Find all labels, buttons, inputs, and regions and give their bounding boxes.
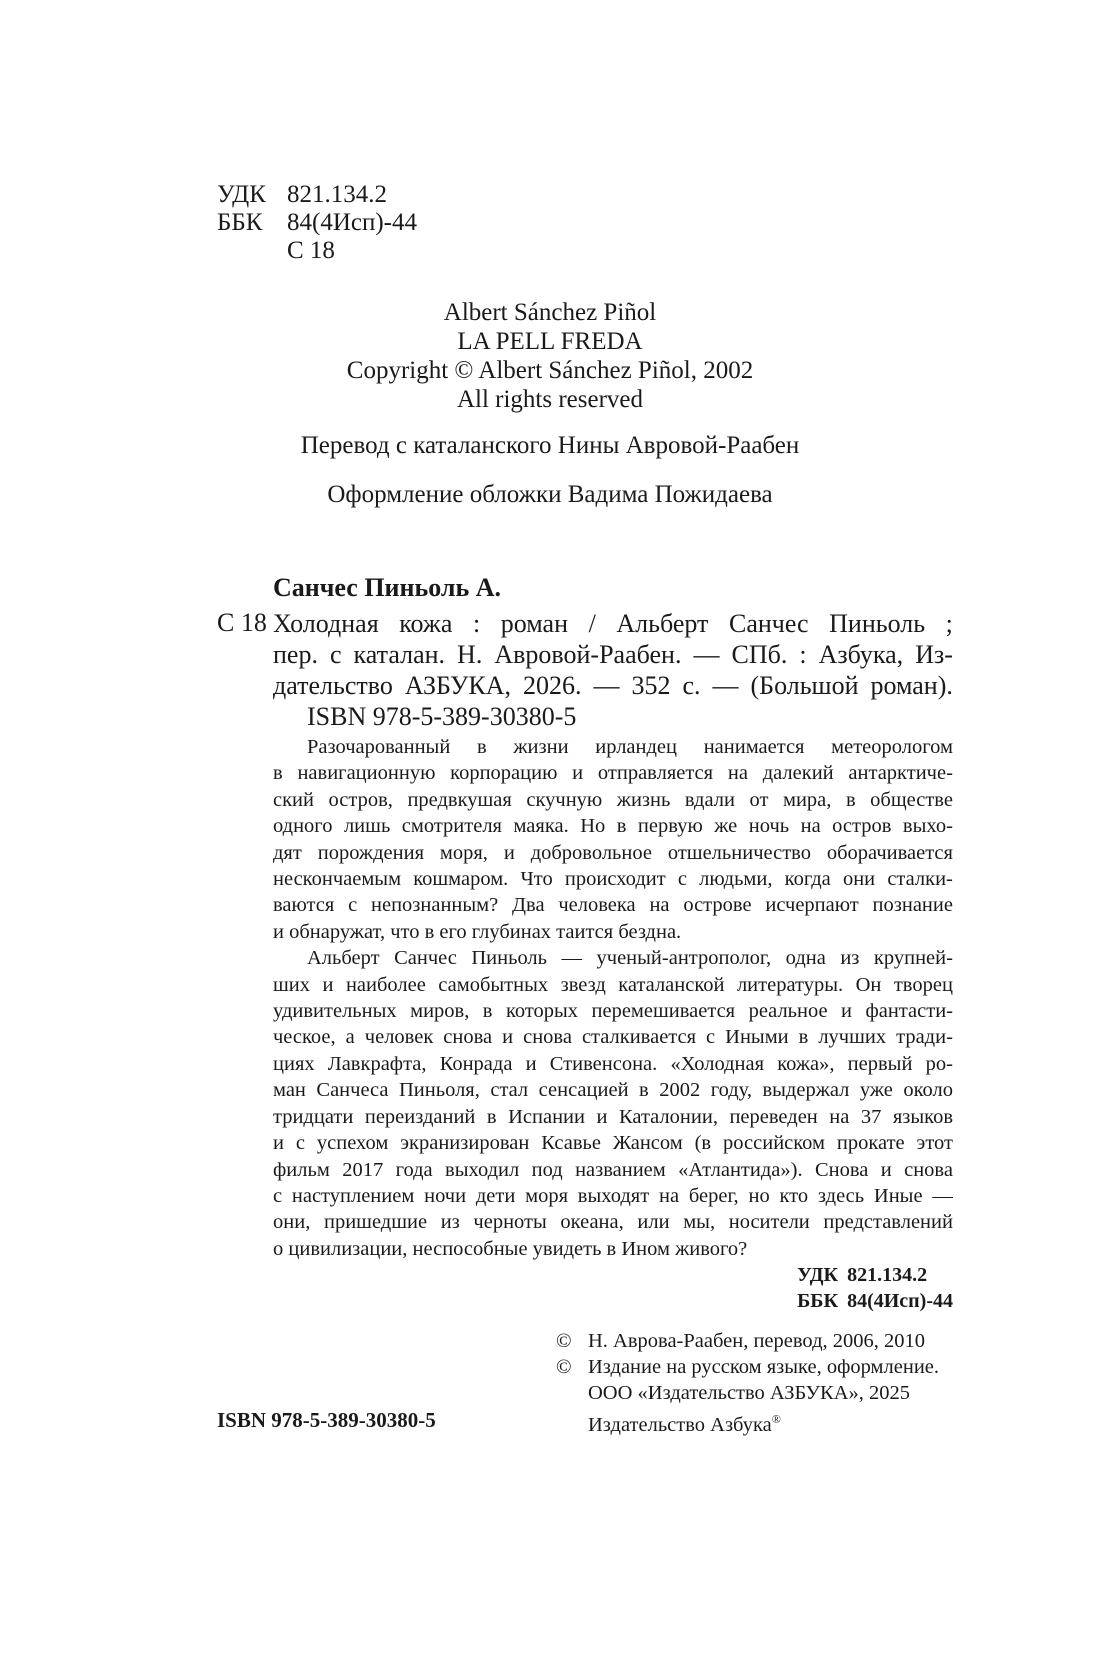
word: (в xyxy=(694,1132,712,1155)
word: удивительных xyxy=(273,1000,397,1023)
word: снова xyxy=(904,1158,953,1181)
word: берег, xyxy=(688,1184,739,1207)
word: на xyxy=(727,762,748,785)
word: метеорологом xyxy=(831,736,953,758)
word: АЗБУКА, xyxy=(404,671,512,700)
word: Стивенсона. xyxy=(549,1052,658,1075)
word: — xyxy=(561,947,583,970)
word: и обнаружат, что в его глубинах таится бездна. xyxy=(273,920,682,943)
word: ; xyxy=(945,609,953,638)
word: и xyxy=(322,973,334,996)
word: Авровой-Раабен. xyxy=(494,640,682,669)
classification-top xyxy=(217,181,417,265)
word: моря xyxy=(525,1184,569,1207)
word: литературы. xyxy=(736,973,844,996)
word: этот xyxy=(916,1132,953,1155)
word: скучную xyxy=(526,788,603,811)
word: Пиньоль xyxy=(471,947,548,970)
word: стал xyxy=(490,1079,529,1102)
word: одна xyxy=(785,947,826,970)
annotation-line xyxy=(273,1024,953,1050)
word: исчерпают xyxy=(765,894,859,917)
edition-copyright-line2: ООО «Издательство АЗБУКА», 2025 xyxy=(588,1382,911,1404)
word: остров, xyxy=(328,788,393,811)
copyright-symbol: © xyxy=(556,1330,572,1352)
annotation-line xyxy=(273,1209,953,1235)
word: творец xyxy=(893,973,953,996)
word: с xyxy=(295,1132,305,1155)
bbk-label: ББК xyxy=(797,1290,839,1312)
word: с xyxy=(329,640,342,669)
word: в xyxy=(798,1026,809,1049)
annotation xyxy=(273,734,953,1262)
word: на xyxy=(649,894,670,917)
word: а xyxy=(345,1026,355,1049)
word: нанимается xyxy=(703,736,805,758)
word: выходил xyxy=(445,1158,520,1181)
word: познание xyxy=(872,894,953,917)
word: Холодная xyxy=(273,609,379,638)
word: о цивилизации, неспособные увидеть в Ином живого? xyxy=(273,1237,748,1260)
annotation-line xyxy=(273,972,953,998)
word: года xyxy=(395,1158,433,1181)
word: на xyxy=(658,1184,680,1207)
annotation-line xyxy=(273,813,953,839)
bbk-value: 84(4Исп)-44 xyxy=(287,209,418,236)
cover-design-credit: Оформление обложки Вадима Пожидаева xyxy=(327,481,773,508)
word: — xyxy=(593,671,620,700)
word: ночь xyxy=(748,815,790,838)
annotation-line xyxy=(273,1130,953,1156)
annotation-line xyxy=(273,919,953,945)
word: : xyxy=(472,609,481,638)
word: «Атлантида»). xyxy=(678,1158,803,1181)
edition-copyright-line3: Издательство Азбука® xyxy=(588,1412,781,1436)
word: кто xyxy=(779,1184,809,1207)
word: в xyxy=(482,1000,493,1023)
word: в xyxy=(477,736,487,758)
word: выдержал xyxy=(762,1079,850,1102)
word: / xyxy=(588,609,596,638)
annotation-line xyxy=(273,760,953,786)
word: ман xyxy=(273,1079,306,1102)
word: вдали xyxy=(684,788,735,811)
word: порождения xyxy=(317,841,424,864)
word: языков xyxy=(892,1105,953,1128)
registered-mark: ® xyxy=(771,1412,781,1426)
udk-label: УДК xyxy=(797,1264,838,1286)
word: Альберт xyxy=(307,947,380,970)
word: когда xyxy=(784,868,831,891)
word: но xyxy=(748,1184,770,1207)
word: же xyxy=(714,815,738,838)
word: Снова xyxy=(814,1158,869,1181)
word: дательство xyxy=(273,671,393,700)
word: около xyxy=(903,1079,953,1102)
word: Альберт xyxy=(616,609,709,638)
annotation-line xyxy=(273,734,953,760)
word: кожа», xyxy=(777,1052,835,1075)
udk-value: 821.134.2 xyxy=(287,181,387,208)
word: черноты xyxy=(473,1211,547,1234)
word: в xyxy=(616,815,627,838)
word: с xyxy=(273,1184,283,1207)
word: снова xyxy=(443,1026,493,1049)
bbk-label: ББК xyxy=(217,209,263,236)
word: Санчес xyxy=(728,609,809,638)
word: с. xyxy=(682,671,701,700)
annotation-line xyxy=(273,945,953,971)
word: Каталонии, xyxy=(618,1105,718,1128)
word: Иными xyxy=(725,1026,789,1049)
word: Он xyxy=(855,973,882,996)
word: добровольное xyxy=(530,841,652,864)
word: СПб. xyxy=(731,640,788,669)
word: 2026. xyxy=(523,671,582,700)
word: смотрителя xyxy=(401,815,502,838)
word: в xyxy=(273,762,283,785)
word: году, xyxy=(710,1079,752,1102)
word: : xyxy=(799,640,807,669)
annotation-line xyxy=(273,1077,953,1103)
catalog-author-heading: Санчес Пиньоль А. xyxy=(273,573,502,602)
word: Пиньоля, xyxy=(399,1079,480,1102)
word: отправляется xyxy=(597,762,714,785)
description-line xyxy=(273,639,953,670)
description-line xyxy=(273,608,953,639)
word: на xyxy=(829,1105,850,1128)
edition-copyright-line1: Издание на русском языке, оформление. xyxy=(588,1356,940,1378)
word: первую xyxy=(637,815,703,838)
word: мира, xyxy=(782,788,832,811)
word: и xyxy=(503,841,515,864)
classification-bottom xyxy=(797,1262,953,1314)
word: перемешивается xyxy=(591,1000,736,1023)
catalog-author-mark: С 18 xyxy=(217,608,267,637)
word: Что xyxy=(520,868,553,891)
catalog-isbn: ISBN 978-5-389-30380-5 xyxy=(307,702,577,731)
word: с xyxy=(677,868,687,891)
word: которых xyxy=(505,1000,579,1023)
word: людьми, xyxy=(699,868,773,891)
udk-value: 821.134.2 xyxy=(847,1264,928,1286)
annotation-line xyxy=(273,1236,953,1262)
word: ших xyxy=(273,973,311,996)
word: ученый-антрополог, xyxy=(596,947,772,970)
word: снова xyxy=(523,1026,572,1049)
word: сталки- xyxy=(887,868,953,891)
word: с xyxy=(348,894,358,917)
word: и xyxy=(525,1052,537,1075)
word: сенсацией xyxy=(538,1079,629,1102)
word: звезд xyxy=(560,973,606,996)
word: уже xyxy=(859,1079,893,1102)
word: в xyxy=(639,1079,649,1102)
word: ро- xyxy=(925,1052,953,1075)
word: из xyxy=(840,947,860,970)
word: 2017 xyxy=(342,1158,384,1181)
word: «Холодная xyxy=(670,1052,765,1075)
word: обществе xyxy=(870,788,953,811)
word: 352 xyxy=(631,671,671,700)
udk-label: УДК xyxy=(217,181,266,208)
annotation-line xyxy=(273,998,953,1024)
word: дети xyxy=(475,1184,516,1207)
word: и xyxy=(841,1000,853,1023)
word: 37 xyxy=(860,1105,882,1128)
word: человек xyxy=(364,1026,434,1049)
word: антарктиче- xyxy=(848,762,953,785)
word: здесь xyxy=(817,1184,865,1207)
author-mark: С 18 xyxy=(287,237,335,264)
word: экранизирован xyxy=(400,1132,530,1155)
word: Конрада xyxy=(439,1052,513,1075)
word: ирландец xyxy=(595,736,677,758)
isbn-bottom: ISBN 978-5-389-30380-5 xyxy=(217,1408,436,1432)
word: — xyxy=(712,671,739,700)
annotation-line xyxy=(273,892,953,918)
word: Санчес xyxy=(394,947,457,970)
word: они xyxy=(842,868,876,891)
word: Ксавье xyxy=(541,1132,601,1155)
word: первый xyxy=(847,1052,913,1075)
word: российском xyxy=(723,1132,826,1155)
original-copyright: Copyright © Albert Sánchez Piñol, 2002 xyxy=(346,357,754,384)
word: выходят xyxy=(577,1184,650,1207)
word: Разочарованный xyxy=(307,736,451,758)
word: роман xyxy=(500,609,568,638)
translator-credit: Перевод с каталанского Нины Авровой-Раабен xyxy=(300,432,800,459)
word: каталанской xyxy=(618,973,725,996)
annotation-line xyxy=(273,787,953,813)
word: из xyxy=(440,1211,460,1234)
word: 2002 xyxy=(659,1079,701,1102)
word: представлений xyxy=(823,1211,953,1234)
word: и xyxy=(273,1132,284,1155)
word: пришедшие xyxy=(323,1211,428,1234)
word: сталкивается xyxy=(581,1026,697,1049)
word: под xyxy=(531,1158,563,1181)
word: (Большой xyxy=(750,671,859,700)
word: жизни xyxy=(513,736,569,758)
word: переведен xyxy=(729,1105,818,1128)
word: на xyxy=(800,815,821,838)
word: циях xyxy=(273,1052,315,1075)
word: в xyxy=(486,1105,497,1128)
annotation-line xyxy=(273,866,953,892)
annotation-line xyxy=(273,1183,953,1209)
word: и xyxy=(572,762,584,785)
word: фильм xyxy=(273,1158,330,1181)
word: человека xyxy=(558,894,636,917)
word: отшельничество xyxy=(667,841,811,864)
word: переизданий xyxy=(364,1105,476,1128)
word: Н. xyxy=(457,640,483,669)
word: одного xyxy=(273,815,333,838)
word: дят xyxy=(273,841,302,864)
word: тради- xyxy=(896,1026,953,1049)
original-author: Albert Sánchez Piñol xyxy=(443,299,657,326)
word: самобытных xyxy=(438,973,549,996)
word: кошмаром. xyxy=(413,868,509,891)
word: с xyxy=(706,1026,716,1049)
word: прокате xyxy=(836,1132,905,1155)
word: моря, xyxy=(439,841,488,864)
word: миров, xyxy=(410,1000,470,1023)
word: наиболее xyxy=(345,973,426,996)
word: острове xyxy=(683,894,752,917)
word: корпорацию xyxy=(450,762,558,785)
word: океана, xyxy=(560,1211,624,1234)
word: Жансом xyxy=(612,1132,683,1155)
word: в xyxy=(845,788,856,811)
original-title: LA PELL FREDA xyxy=(457,328,643,355)
word: реальное xyxy=(748,1000,828,1023)
word: тридцати xyxy=(273,1105,354,1128)
word: каталан. xyxy=(353,640,446,669)
bibliographic-description xyxy=(273,608,953,732)
word: Из- xyxy=(915,640,953,669)
word: и xyxy=(880,1158,892,1181)
annotation-line xyxy=(273,840,953,866)
word: или xyxy=(637,1211,670,1234)
word: Лавкрафта, xyxy=(327,1052,427,1075)
translation-copyright: Н. Аврова-Раабен, перевод, 2006, 2010 xyxy=(588,1330,925,1352)
word: оборачивается xyxy=(826,841,953,864)
word: Два xyxy=(512,894,545,917)
word: далекий xyxy=(762,762,834,785)
annotation-line xyxy=(273,1104,953,1130)
word: Но xyxy=(580,815,606,838)
word: Санчеса xyxy=(316,1079,389,1102)
word: непознанным? xyxy=(371,894,499,917)
word: фантасти- xyxy=(865,1000,953,1023)
word: ночи xyxy=(424,1184,467,1207)
word: выхо- xyxy=(902,815,953,838)
word: ческое, xyxy=(273,1026,336,1049)
word: Азбука, xyxy=(818,640,904,669)
original-edition xyxy=(0,298,1100,414)
word: жизнь xyxy=(616,788,671,811)
word: остров xyxy=(832,815,892,838)
word: мы, xyxy=(683,1211,716,1234)
word: кожа xyxy=(399,609,453,638)
original-rights: All rights reserved xyxy=(456,386,644,413)
word: успехом xyxy=(316,1132,389,1155)
word: Пиньоль xyxy=(829,609,926,638)
word: носители xyxy=(728,1211,810,1234)
annotation-line xyxy=(273,1157,953,1183)
word: названием xyxy=(575,1158,666,1181)
copyright-notices xyxy=(556,1328,939,1438)
word: происходит xyxy=(564,868,666,891)
word: и xyxy=(596,1105,608,1128)
word: Испании xyxy=(508,1105,585,1128)
description-line xyxy=(273,670,953,701)
word: — xyxy=(693,640,720,669)
word: ваются xyxy=(273,894,335,917)
word: маяка. xyxy=(513,815,569,838)
word: они, xyxy=(273,1211,311,1234)
word: — xyxy=(932,1184,953,1207)
word: от xyxy=(749,788,769,811)
word: наступлением xyxy=(291,1184,415,1207)
word: роман). xyxy=(870,671,953,700)
bbk-value: 84(4Исп)-44 xyxy=(847,1290,953,1312)
word: лучших xyxy=(818,1026,887,1049)
word: нескончаемым xyxy=(273,868,402,891)
word: Иные xyxy=(873,1184,923,1207)
word: ский xyxy=(273,788,314,811)
word: предвкушая xyxy=(407,788,512,811)
word: крупней- xyxy=(873,947,953,970)
word: пер. xyxy=(273,640,318,669)
word: навигационную xyxy=(297,762,436,785)
copyright-symbol: © xyxy=(556,1356,572,1378)
word: лишь xyxy=(343,815,391,838)
word: и xyxy=(502,1026,514,1049)
annotation-line xyxy=(273,1051,953,1077)
